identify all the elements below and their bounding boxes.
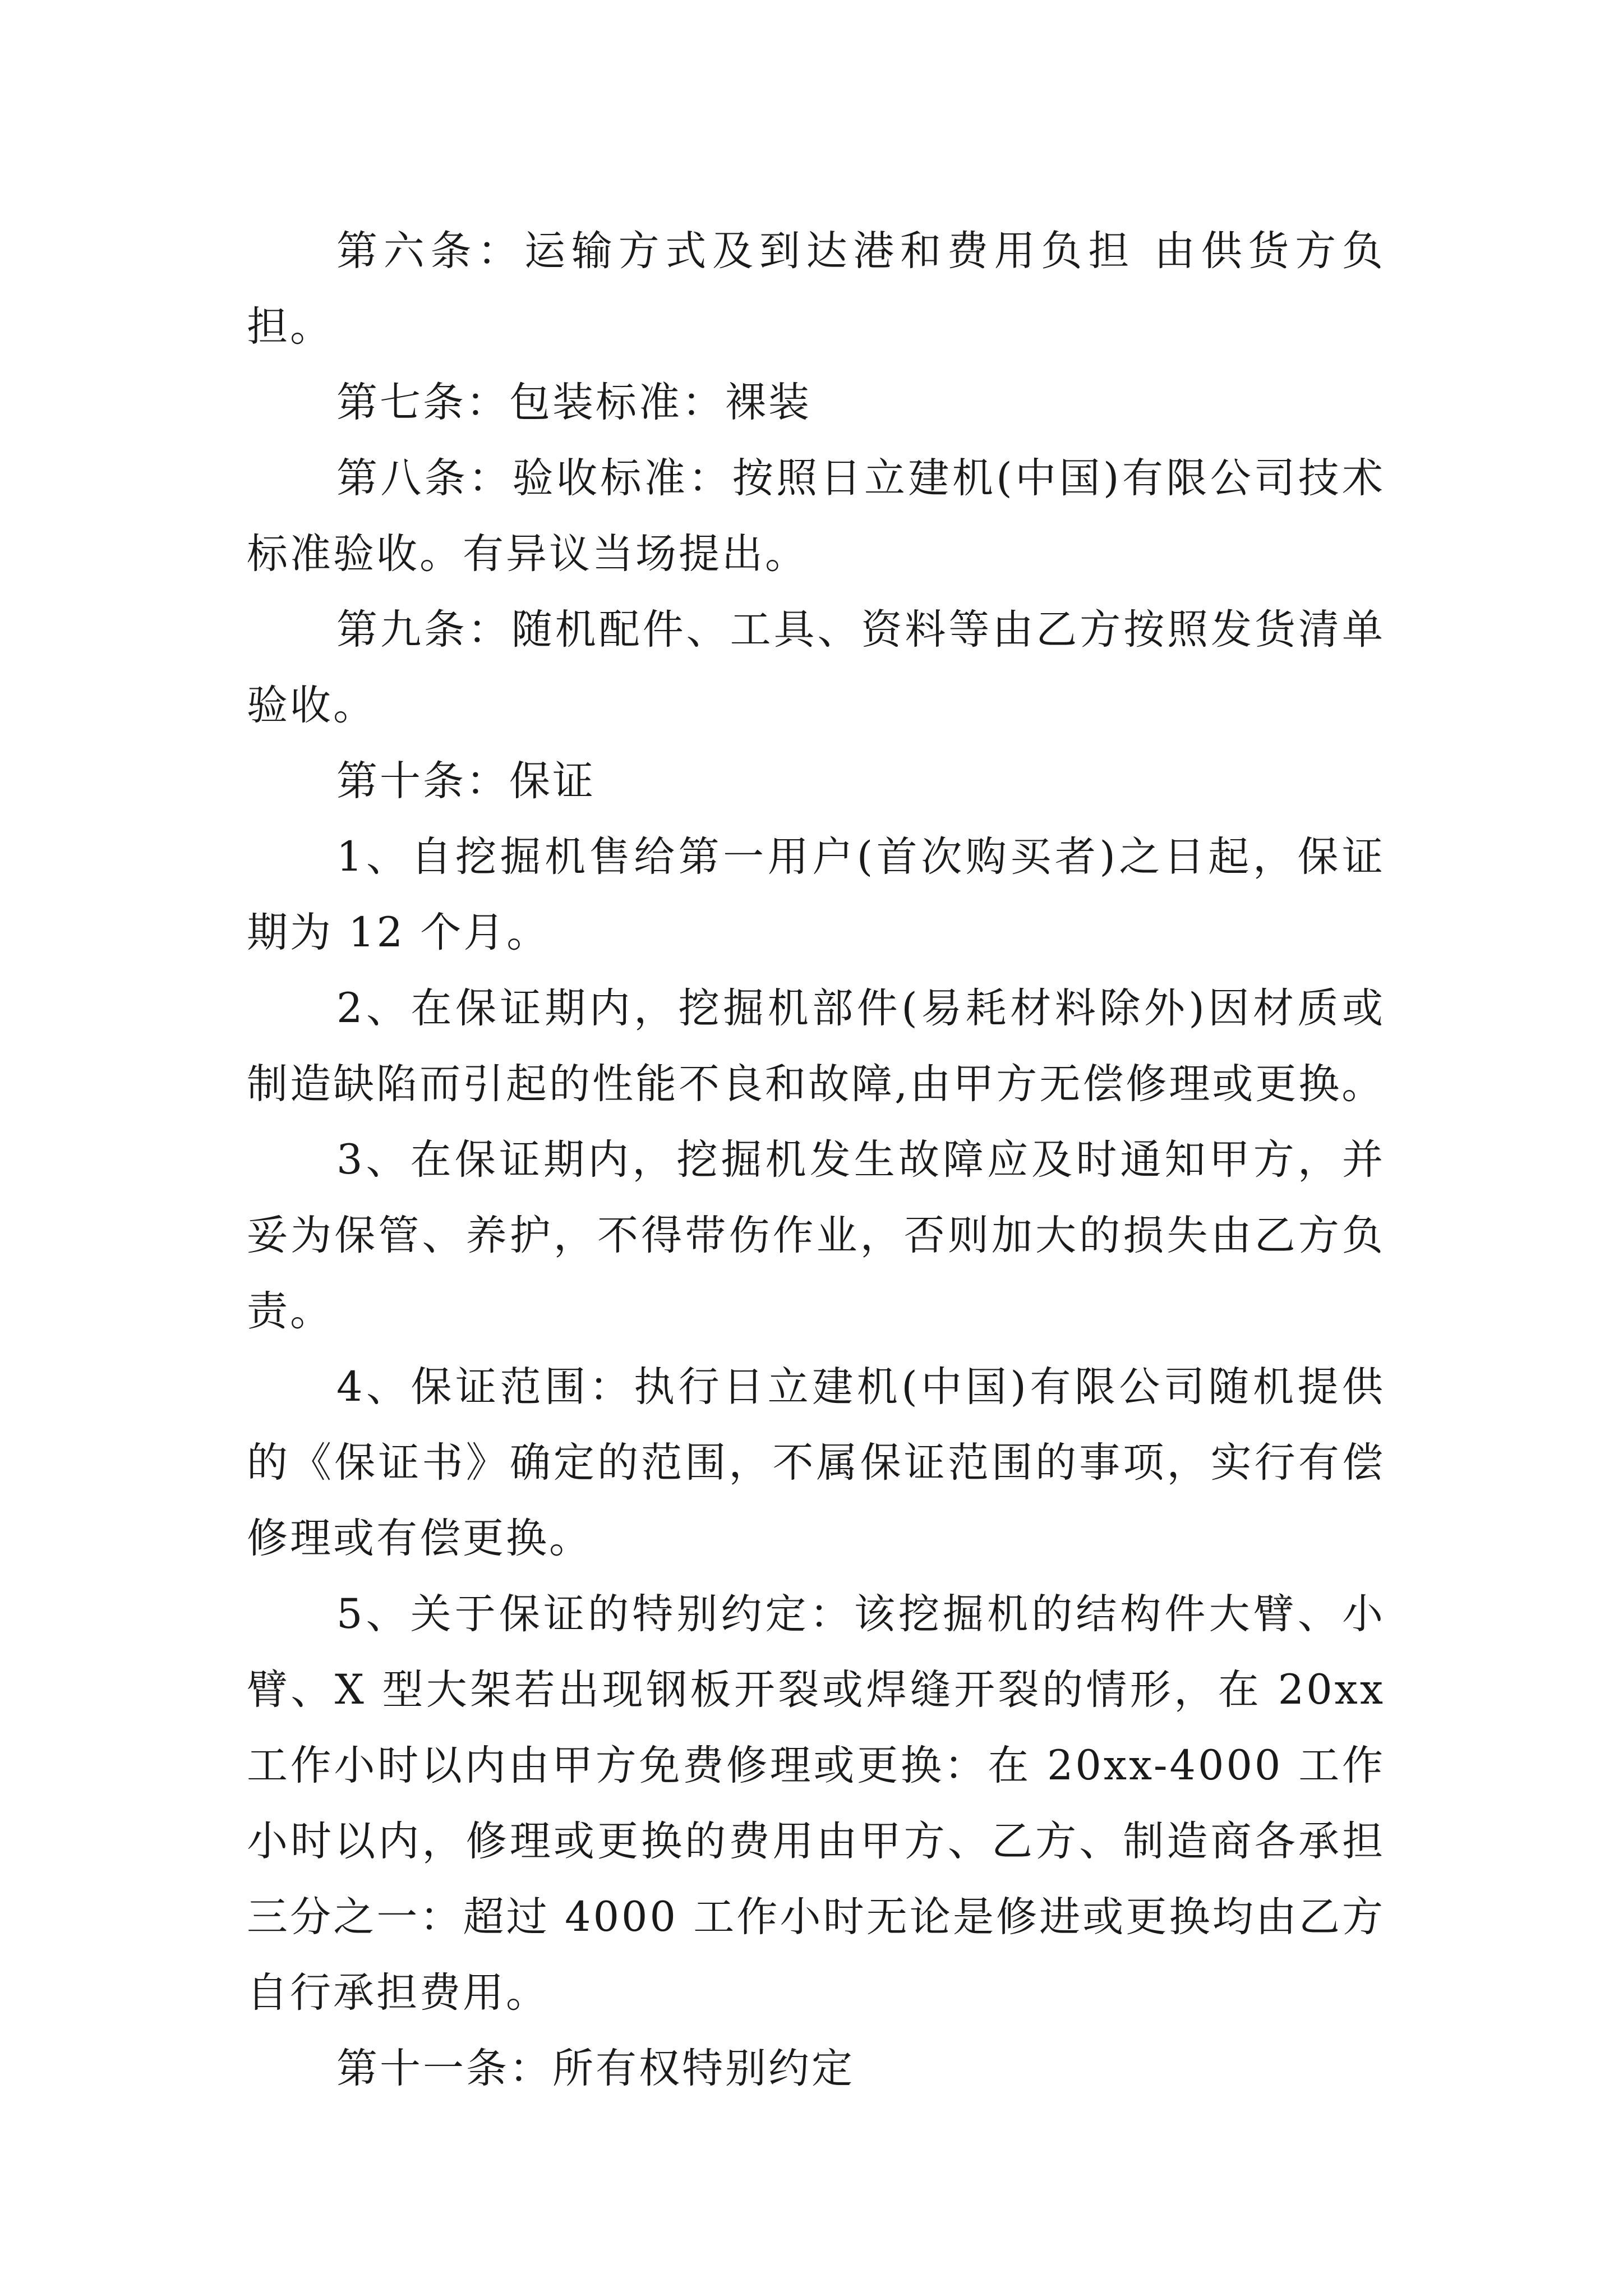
article-7-paragraph: 第七条：包装标准：裸装 — [336, 379, 811, 426]
article-11-heading: 第十一条：所有权特别约定 — [336, 2045, 855, 2092]
document-body — [247, 213, 1385, 2106]
warranty-item-3: 3、在保证期内，挖掘机发生故障应及时通知甲方，并妥为保管、养护，不得带伤作业，否则加大的损失由乙方负责。 — [247, 1136, 1385, 1335]
warranty-item-1: 1、自挖掘机售给第一用户(首次购买者)之日起，保证期为 12 个月。 — [247, 833, 1385, 956]
article-9-paragraph: 第九条：随机配件、工具、资料等由乙方按照发货清单验收。 — [247, 606, 1385, 729]
article-8-paragraph: 第八条：验收标准：按照日立建机(中国)有限公司技术标准验收。有异议当场提出。 — [247, 454, 1385, 578]
article-10-heading: 第十条：保证 — [336, 757, 596, 805]
article-6-paragraph: 第六条：运输方式及到达港和费用负担 由供货方负担。 — [247, 227, 1385, 351]
warranty-item-5: 5、关于保证的特别约定：该挖掘机的结构件大臂、小臂、X 型大架若出现钢板开裂或焊缝开裂的情形，在 20xx 工作小时以内由甲方免费修理或更换：在 20xx-4000 工作小时以内，修理或更换的费用由甲方、乙方、制造商各承担三分之一：超过 4000 工作小时无论是修进或更换均由乙方自行承担费用。 — [247, 1590, 1385, 2017]
warranty-item-4: 4、保证范围：执行日立建机(中国)有限公司随机提供的《保证书》确定的范围，不属保证范围的事项，实行有偿修理或有偿更换。 — [247, 1363, 1385, 1562]
warranty-item-2: 2、在保证期内，挖掘机部件(易耗材料除外)因材质或制造缺陷而引起的性能不良和故障,由甲方无偿修理或更换。 — [247, 984, 1385, 1108]
